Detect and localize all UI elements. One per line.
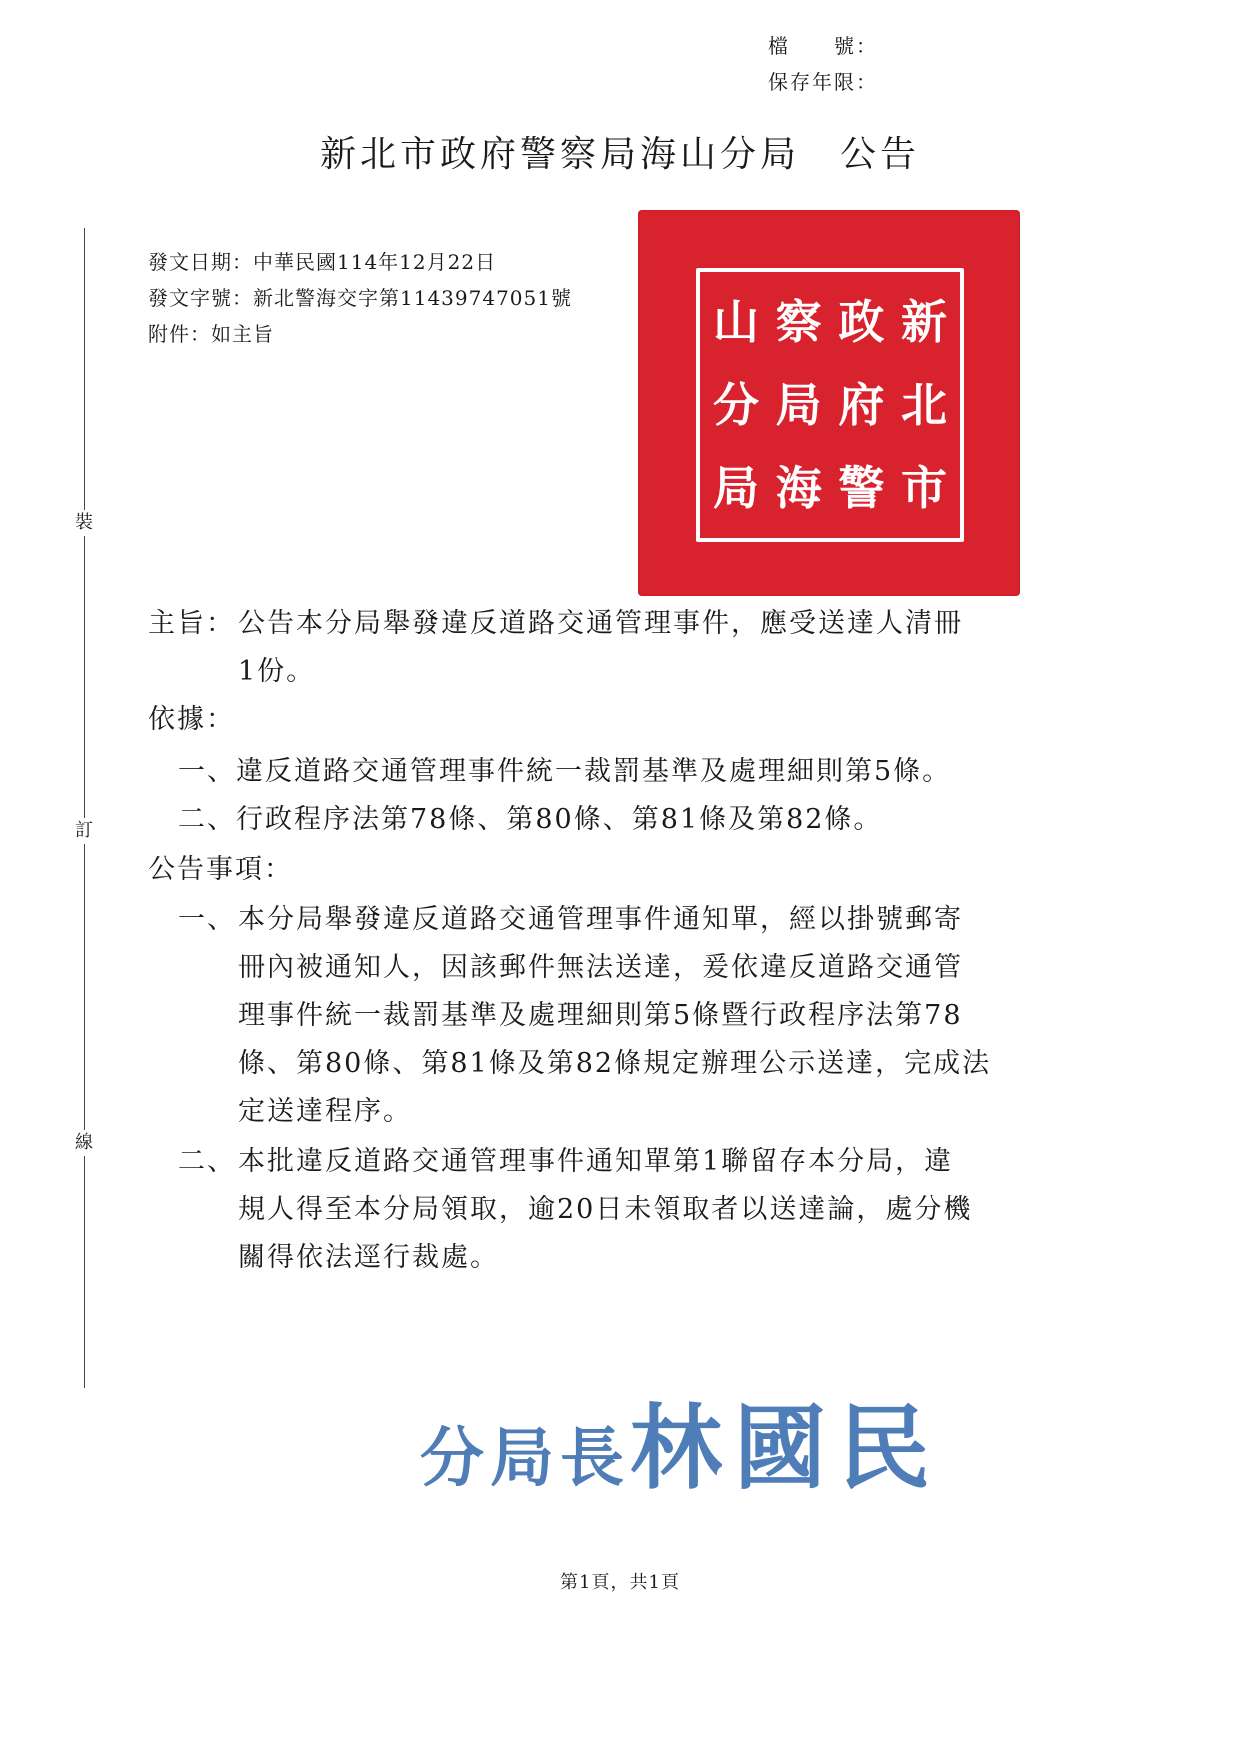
notice-item-2-line: 關得依法逕行裁處。 bbox=[238, 1242, 499, 1273]
official-seal bbox=[638, 210, 1020, 596]
notice-label: 公告事項： bbox=[148, 854, 293, 885]
notice-item-2-line: 本批違反道路交通管理事件通知單第1聯留存本分局，違 bbox=[238, 1146, 954, 1177]
binding-mark-ding: 訂 bbox=[72, 818, 96, 844]
notice-item-1-marker: 一、 bbox=[178, 904, 236, 935]
seal-border bbox=[696, 268, 964, 542]
basis-item-2: 二、行政程序法第78條、第80條、第81條及第82條。 bbox=[178, 804, 883, 835]
basis-item-1: 一、違反道路交通管理事件統一裁罰基準及處理細則第5條。 bbox=[178, 756, 952, 787]
basis-label: 依據： bbox=[148, 704, 235, 735]
seal-char: 局 bbox=[775, 377, 822, 432]
seal-column-1 bbox=[896, 280, 952, 530]
seal-char: 山 bbox=[713, 294, 759, 349]
subject-label: 主旨： bbox=[148, 608, 235, 639]
seal-characters bbox=[708, 280, 952, 530]
document-number: 發文字號：新北警海交字第11439747051號 bbox=[148, 286, 572, 310]
seal-column-3 bbox=[771, 280, 827, 530]
document-type: 公告 bbox=[840, 134, 921, 175]
seal-char: 警 bbox=[838, 461, 885, 516]
binding-margin-line bbox=[84, 228, 85, 1388]
retention-period-label: 保存年限： bbox=[768, 70, 878, 94]
seal-char: 府 bbox=[838, 377, 885, 432]
seal-char: 海 bbox=[775, 461, 822, 516]
binding-mark-zhuang: 裝 bbox=[72, 510, 96, 536]
notice-item-2-line: 規人得至本分局領取，逾20日未領取者以送達論，處分機 bbox=[238, 1194, 973, 1225]
seal-char: 局 bbox=[713, 461, 759, 516]
seal-column-4 bbox=[708, 280, 764, 530]
document-meta bbox=[148, 244, 572, 352]
signatory-name: 林國民 bbox=[630, 1394, 943, 1502]
seal-column-2 bbox=[833, 280, 889, 530]
seal-char: 分 bbox=[713, 377, 759, 432]
notice-item-1-line: 定送達程序。 bbox=[238, 1096, 412, 1127]
issuing-organization: 新北市政府警察局海山分局 bbox=[319, 134, 800, 175]
subject-line-1: 公告本分局舉發違反道路交通管理事件，應受送達人清冊 bbox=[238, 608, 963, 639]
signature-stamp bbox=[420, 1375, 942, 1507]
seal-char: 察 bbox=[775, 294, 822, 349]
seal-char: 新 bbox=[900, 294, 947, 349]
seal-char: 政 bbox=[838, 294, 885, 349]
filing-info bbox=[768, 28, 878, 100]
seal-char: 北 bbox=[900, 377, 947, 432]
page-footer: 第1頁，共1頁 bbox=[560, 1572, 680, 1593]
issue-date: 發文日期：中華民國114年12月22日 bbox=[148, 250, 497, 274]
attachment-info: 附件：如主旨 bbox=[148, 322, 274, 346]
document-title bbox=[0, 126, 1240, 177]
seal-char: 市 bbox=[900, 461, 947, 516]
notice-item-1-line: 理事件統一裁罰基準及處理細則第5條暨行政程序法第78 bbox=[238, 1000, 963, 1031]
notice-item-1-line: 條、第80條、第81條及第82條規定辦理公示送達，完成法 bbox=[238, 1048, 992, 1079]
subject-line-2: 1份。 bbox=[238, 656, 316, 687]
notice-item-2-marker: 二、 bbox=[178, 1146, 236, 1177]
notice-item-1-line: 本分局舉發違反道路交通管理事件通知單，經以掛號郵寄 bbox=[238, 904, 963, 935]
binding-mark-xian: 線 bbox=[72, 1130, 96, 1156]
signatory-title: 分局長 bbox=[420, 1421, 630, 1496]
file-number-label: 檔 號： bbox=[768, 34, 878, 58]
notice-item-1-line: 冊內被通知人，因該郵件無法送達，爰依違反道路交通管 bbox=[238, 952, 963, 983]
